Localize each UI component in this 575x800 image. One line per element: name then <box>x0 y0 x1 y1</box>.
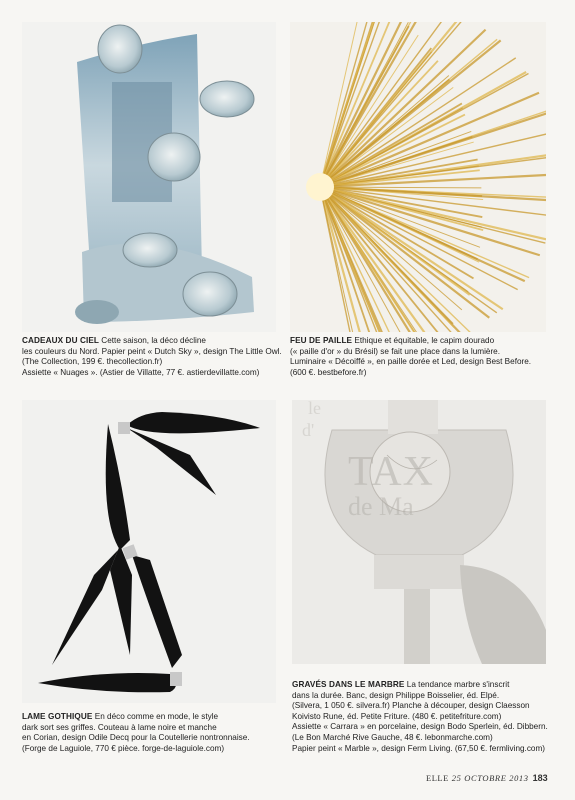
caption-text: (« paille d'or » du Brésil) se fait une place dans la lumière. <box>290 346 501 356</box>
caption-text: dark sort ses griffes. Couteau à lame noire et manche <box>22 722 217 732</box>
caption-text: (The Collection, 199 €. thecollection.fr) <box>22 357 163 367</box>
caption-text: La tendance marbre s'inscrit <box>406 680 510 689</box>
caption-text: Assiette « Nuages ». (Astier de Villatte, 77 €. astierdevillatte.com) <box>22 367 260 377</box>
caption-title: GRAVÉS DANS LE MARBRE <box>292 680 405 689</box>
caption-text: En déco comme en mode, le style <box>94 712 219 721</box>
page-number: 183 <box>532 773 548 783</box>
caption-feu-de-paille <box>290 336 531 378</box>
caption-text: Cette saison, la déco décline <box>101 336 206 345</box>
straw-strand <box>320 187 444 332</box>
caption-title: LAME GOTHIQUE <box>22 712 93 721</box>
lamp-light-core <box>306 173 334 201</box>
photo-gothic-knives <box>22 400 276 703</box>
caption-title: FEU DE PAILLE <box>290 336 353 345</box>
caption-cadeaux-du-ciel <box>22 336 282 378</box>
show-through-subheading: de Ma <box>348 492 414 521</box>
page-footer <box>426 773 548 783</box>
caption-title: CADEAUX DU CIEL <box>22 336 100 345</box>
caption-text: (Silvera, 1 050 €. silvera.fr) Planche à découper, design Claesson <box>292 701 530 711</box>
issue-date: 25 OCTOBRE 2013 <box>451 773 529 783</box>
caption-text: en Corian, design Odile Decq pour la Coutellerie nontronnaise. <box>22 733 250 743</box>
caption-text: Koivisto Rune, éd. Petite Friture. (480 €. petitefriture.com) <box>292 711 502 721</box>
caption-text: Luminaire « Décoiffé », en paille dorée et Led, design Best Before. <box>290 357 532 367</box>
caption-graves-dans-le-marbre <box>292 680 548 754</box>
show-through-small-1: le <box>308 398 321 418</box>
straw-strand <box>320 35 418 187</box>
caption-text: Papier peint « Marble », design Ferm Living. (67,50 €. fermliving.com) <box>292 743 546 753</box>
caption-text: dans la durée. Banc, design Philippe Boisselier, éd. Elpé. <box>292 690 500 700</box>
show-through-heading: TAX <box>348 449 434 495</box>
photo-straw-lamp <box>290 22 546 332</box>
caption-text: (Le Bon Marché Rive Gauche, 48 €. lebonmarche.com) <box>292 732 493 742</box>
magazine-name: ELLE <box>426 773 449 783</box>
show-through-small-2: d' <box>302 420 315 440</box>
caption-text: (Forge de Laguiole, 770 € pièce. forge-de-laguiole.com) <box>22 743 225 753</box>
caption-lame-gothique <box>22 712 250 754</box>
caption-text: les couleurs du Nord. Papier peint « Dutch Sky », design The Little Owl. <box>22 346 282 356</box>
photo-marble-bench <box>292 400 546 664</box>
caption-text: Assiette « Carrara » en porcelaine, design Bodo Sperlein, éd. Dibbern. <box>292 722 548 732</box>
caption-text: (600 €. bestbefore.fr) <box>290 367 367 377</box>
photo-sky-wallpaper <box>22 22 276 332</box>
straw-strand <box>320 58 516 187</box>
caption-text: Ethique et équitable, le capim dourado <box>354 336 495 345</box>
